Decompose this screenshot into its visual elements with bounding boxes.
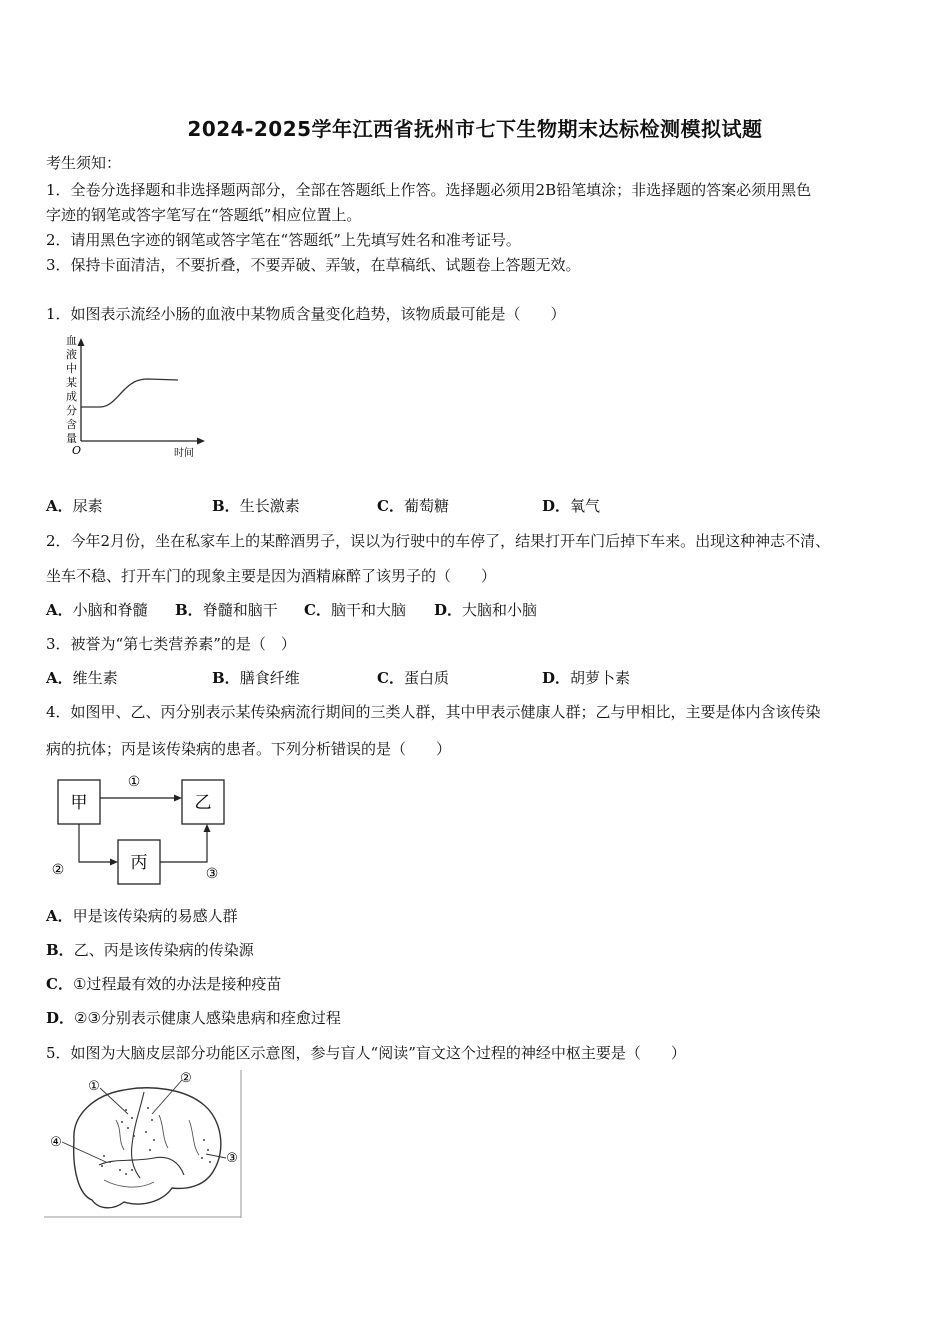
q4-option-b[interactable] — [46, 939, 254, 960]
q1-option-d-text: 氧气 — [570, 497, 601, 515]
q5-stem: 5．如图为大脑皮层部分功能区示意图，参与盲人“阅读”盲文这个过程的神经中枢主要是（ ） — [46, 1044, 686, 1062]
q2-option-c-text: 脑干和大脑 — [330, 601, 406, 619]
q1-x-arrow — [197, 438, 205, 445]
q4-mark-2: ② — [51, 862, 65, 878]
q4-box-yi-label: 乙 — [194, 793, 212, 813]
q4-arrow-2 — [79, 824, 112, 862]
q4-mark-1: ① — [127, 774, 141, 790]
q1-y-arrow — [78, 338, 85, 346]
q4-option-a-text: 甲是该传染病的易感人群 — [72, 907, 238, 925]
q1-ylabel-char: 某 — [66, 376, 77, 389]
q5-label-1: ① — [88, 1079, 100, 1094]
q2-option-d-text: 大脑和小脑 — [462, 601, 538, 619]
q1-ylabel-char: 分 — [66, 404, 77, 417]
q4-option-c-text: ①过程最有效的办法是接种疫苗 — [72, 975, 282, 993]
q2-option-b-letter: B． — [175, 601, 203, 619]
q2-option-a-text: 小脑和脊髓 — [72, 601, 148, 619]
q4-stem-line-2: 病的抗体；丙是该传染病的患者。下列分析错误的是（ ） — [46, 740, 452, 758]
notice-line-3: 2．请用黑色字迹的钢笔或答字笔在“答题纸”上先填写姓名和准考证号。 — [46, 231, 521, 249]
q1-option-d-letter: D． — [542, 497, 571, 515]
q4-mark-3: ③ — [205, 866, 219, 882]
q2-stem-line-1: 2．今年2月份，坐在私家车上的某醉酒男子，误以为行驶中的车停了，结果打开车门后掉下车来。出现这种神志不清、 — [46, 532, 831, 550]
q1-chart — [50, 330, 220, 465]
q4-option-d-letter: D． — [46, 1009, 75, 1027]
q1-ylabel-char: 中 — [66, 362, 77, 375]
q2-option-b[interactable] — [175, 599, 278, 620]
q2-option-c-letter: C． — [304, 601, 331, 619]
q4-box-bing-label: 丙 — [130, 853, 148, 873]
q1-option-a-letter: A． — [46, 497, 73, 515]
q1-option-c-text: 葡萄糖 — [403, 497, 449, 515]
q5-label-3: ③ — [226, 1151, 238, 1166]
q4-arrow-1-head — [174, 795, 182, 802]
q1-ylabel-char: 血 — [66, 334, 77, 347]
q2-option-d-letter: D． — [434, 601, 463, 619]
q5-label-4: ④ — [50, 1135, 62, 1150]
q4-option-b-letter: B． — [46, 941, 74, 959]
q3-stem: 3．被誉为“第七类营养素”的是（ ） — [46, 635, 296, 653]
q1-option-a-text: 尿素 — [72, 497, 103, 515]
q4-option-b-text: 乙、丙是该传染病的传染源 — [73, 941, 254, 959]
q3-option-b[interactable] — [212, 667, 300, 688]
q4-arrow-3-head — [204, 824, 211, 832]
q1-option-d[interactable] — [542, 495, 600, 516]
q3-option-c[interactable] — [377, 667, 449, 688]
q1-option-c-letter: C． — [377, 497, 404, 515]
q1-trend-curve — [81, 379, 178, 407]
page-title: 2024-2025学年江西省抚州市七下生物期末达标检测模拟试题 — [187, 117, 763, 141]
q2-stem-line-2: 坐车不稳、打开车门的现象主要是因为酒精麻醉了该男子的（ ） — [46, 567, 497, 585]
q4-option-a-letter: A． — [46, 907, 73, 925]
q5-label-2: ② — [180, 1071, 192, 1086]
notice-heading: 考生须知： — [46, 154, 122, 172]
q1-stem: 1．如图表示流经小肠的血液中某物质含量变化趋势，该物质最可能是（ ） — [46, 305, 566, 323]
q1-option-c[interactable] — [377, 495, 449, 516]
q2-option-b-text: 脊髓和脑干 — [202, 601, 278, 619]
notice-line-2: 字迹的钢笔或答字笔写在“答题纸”相应位置上。 — [46, 206, 362, 224]
q1-ylabel-char: 成 — [66, 390, 77, 403]
q3-option-a-text: 维生素 — [72, 669, 118, 687]
q3-option-d-text: 胡萝卜素 — [570, 669, 631, 687]
q4-arrow-2-head — [110, 859, 118, 866]
q4-option-c[interactable] — [46, 973, 281, 994]
q3-option-c-letter: C． — [377, 669, 404, 687]
q4-stem-line-1: 4．如图甲、乙、丙分别表示某传染病流行期间的三类人群，其中甲表示健康人群；乙与甲相比，主要是体内含该传染 — [46, 703, 821, 721]
q3-option-d[interactable] — [542, 667, 630, 688]
q4-arrow-3 — [160, 830, 207, 862]
q1-ylabel-char: 含 — [66, 418, 77, 431]
q1-ylabel-char: 量 — [66, 432, 77, 445]
q4-box-jia-label: 甲 — [70, 793, 88, 813]
q4-diagram — [44, 768, 234, 890]
notice-line-1: 1．全卷分选择题和非选择题两部分，全部在答题纸上作答。选择题必须用2B铅笔填涂；非选择题的答案必须用黑色 — [46, 181, 812, 199]
notice-line-4: 3．保持卡面清洁，不要折叠，不要弄破、弄皱，在草稿纸、试题卷上答题无效。 — [46, 256, 581, 274]
q4-option-c-letter: C． — [46, 975, 73, 993]
q4-option-a[interactable] — [46, 905, 238, 926]
q5-brain-figure — [44, 1070, 244, 1220]
q1-option-a[interactable] — [46, 495, 103, 516]
q1-ylabel-char: 液 — [66, 348, 77, 361]
q2-option-d[interactable] — [434, 599, 537, 620]
q3-option-a[interactable] — [46, 667, 118, 688]
q1-option-b-text: 生长激素 — [239, 497, 300, 515]
q2-option-a-letter: A． — [46, 601, 73, 619]
q3-option-c-text: 蛋白质 — [403, 669, 449, 687]
q5-brain-outline — [74, 1088, 221, 1208]
q3-option-b-text: 膳食纤维 — [239, 669, 300, 687]
q1-origin: O — [72, 444, 82, 457]
q1-xlabel: 时间 — [174, 448, 194, 459]
q1-option-b[interactable] — [212, 495, 300, 516]
q4-option-d[interactable] — [46, 1007, 341, 1028]
q3-option-b-letter: B． — [212, 669, 240, 687]
q3-option-d-letter: D． — [542, 669, 571, 687]
q1-option-b-letter: B． — [212, 497, 240, 515]
q4-option-d-text: ②③分别表示健康人感染患病和痊愈过程 — [74, 1009, 341, 1027]
q3-option-a-letter: A． — [46, 669, 73, 687]
q2-option-a[interactable] — [46, 599, 148, 620]
q2-option-c[interactable] — [304, 599, 406, 620]
